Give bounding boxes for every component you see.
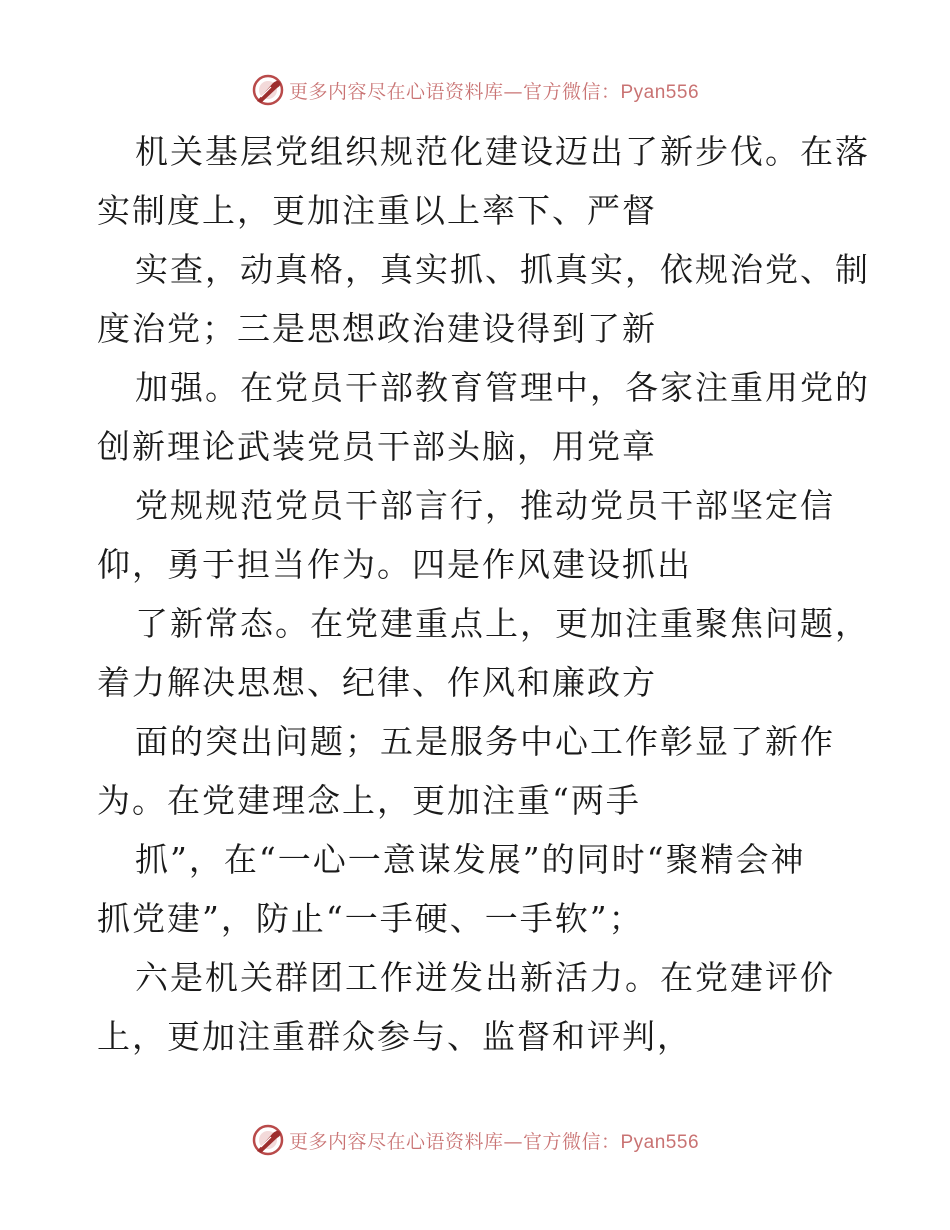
paragraph — [97, 948, 867, 1066]
paragraph-line: 机关基层党组织规范化建设迈出了新步伐。在落 — [135, 132, 870, 171]
watermark-text — [289, 1127, 699, 1154]
document-body — [97, 122, 870, 1066]
paragraph-line: 抓党建”，防止“一手硬、一手软”； — [97, 899, 644, 938]
watermark-text-cn: 更多内容尽在心语资料库—官方微信： — [288, 1130, 621, 1153]
paragraph-line: 抓”，在“一心一意谋发展”的同时“聚精会神 — [135, 840, 806, 879]
paragraph-line: 为。在党建理念上，更加注重“两手 — [97, 781, 641, 820]
quill-pen-logo-icon — [251, 1123, 285, 1157]
paragraph-line: 面的突出问题；五是服务中心工作彰显了新作 — [135, 722, 835, 761]
footer-watermark — [0, 1122, 950, 1158]
paragraph-line: 党规规范党员干部言行，推动党员干部坚定信 — [135, 486, 835, 525]
paragraph — [97, 712, 867, 830]
watermark-wechat-id: Pyan556 — [620, 1131, 700, 1153]
paragraph-line: 加强。在党员干部教育管理中，各家注重用党的 — [135, 368, 870, 407]
paragraph-line: 着力解决思想、纪律、作风和廉政方 — [97, 663, 657, 702]
paragraph-line: 上，更加注重群众参与、监督和评判， — [97, 1017, 692, 1056]
paragraph-line: 实制度上，更加注重以上率下、严督 — [97, 191, 657, 230]
paragraph — [97, 240, 870, 358]
paragraph-line: 创新理论武装党员干部头脑，用党章 — [97, 427, 657, 466]
paragraph-line: 仰，勇于担当作为。四是作风建设抓出 — [97, 545, 692, 584]
paragraph — [97, 122, 870, 240]
watermark-text — [289, 77, 699, 104]
paragraph — [97, 594, 870, 712]
header-watermark — [0, 72, 950, 108]
paragraph-line: 六是机关群团工作迸发出新活力。在党建评价 — [135, 958, 835, 997]
paragraph — [97, 830, 867, 948]
paragraph-line: 度治党；三是思想政治建设得到了新 — [97, 309, 657, 348]
watermark-wechat-id: Pyan556 — [620, 81, 700, 103]
quill-pen-logo-icon — [251, 73, 285, 107]
paragraph — [97, 476, 867, 594]
paragraph — [97, 358, 870, 476]
watermark-text-cn: 更多内容尽在心语资料库—官方微信： — [288, 80, 621, 103]
paragraph-line: 了新常态。在党建重点上，更加注重聚焦问题， — [135, 604, 870, 643]
paragraph-line: 实查，动真格，真实抓、抓真实，依规治党、制 — [135, 250, 870, 289]
